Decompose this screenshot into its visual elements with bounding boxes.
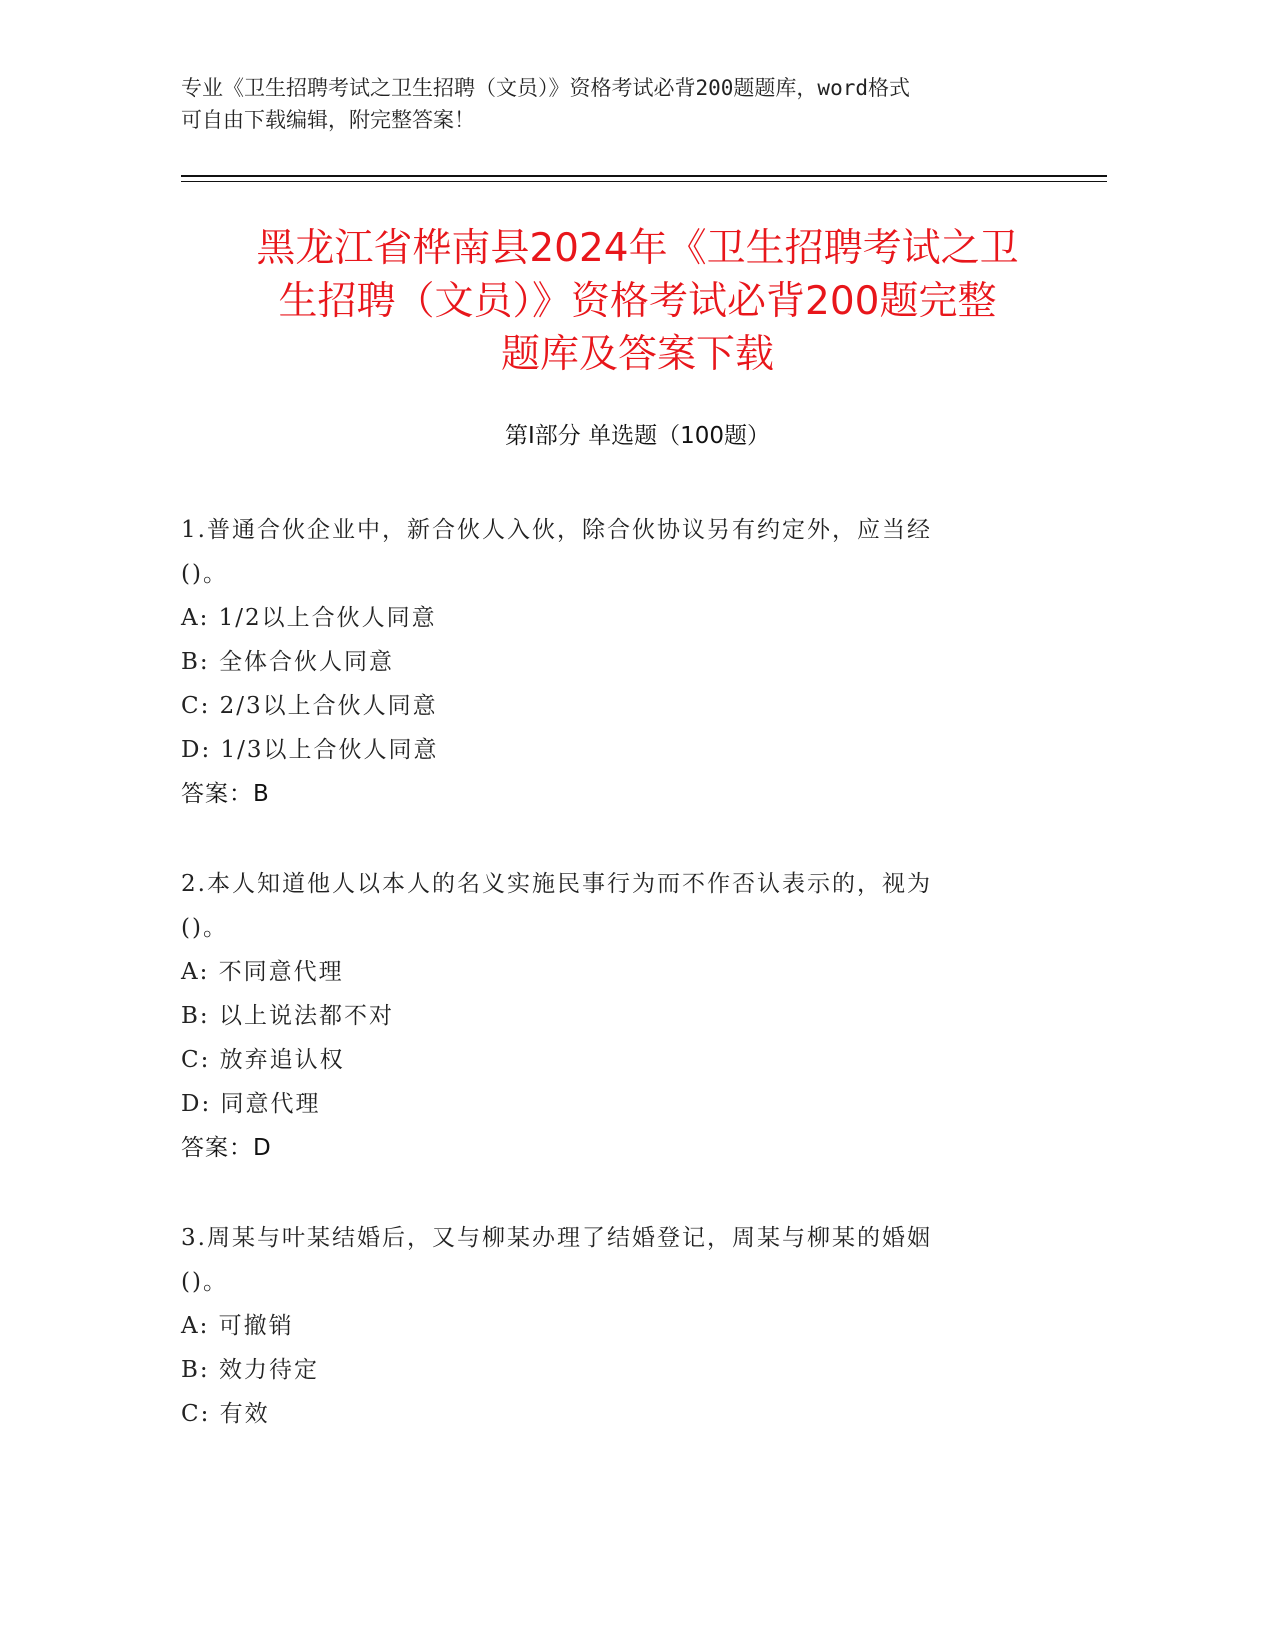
header-note [181,72,1041,136]
option-c: C: 2/3以上合伙人同意 [181,693,438,719]
title-line: 黑龙江省桦南县2024年《卫生招聘考试之卫 [256,226,1019,271]
option-a: A: 不同意代理 [181,959,344,985]
question-stem-continued: ()。 [181,1269,228,1295]
title-line: 生招聘（文员）》资格考试必背200题完整 [278,279,997,324]
answer: 答案：D [181,1135,272,1161]
question-2 [181,862,1081,1170]
option-d: D: 同意代理 [181,1091,321,1117]
option-c: C: 放弃追认权 [181,1047,345,1073]
question-list [181,508,1081,1482]
question-stem: 3.周某与叶某结婚后，又与柳某办理了结婚登记，周某与柳某的婚姻 [181,1225,932,1251]
answer: 答案：B [181,781,270,807]
title-line: 题库及答案下载 [500,332,774,377]
section-heading: 第Ⅰ部分 单选题（100题） [505,423,770,449]
question-stem: 1.普通合伙企业中，新合伙人入伙，除合伙协议另有约定外，应当经 [181,517,932,543]
document-title [160,222,1115,381]
question-1 [181,508,1081,816]
option-b: B: 以上说法都不对 [181,1003,394,1029]
question-3 [181,1216,1081,1436]
option-b: B: 效力待定 [181,1357,319,1383]
header-note-line: 专业《卫生招聘考试之卫生招聘（文员）》资格考试必背200题题库，word格式 [181,76,910,100]
header-note-line: 可自由下载编辑，附完整答案！ [181,108,475,132]
option-c: C: 有效 [181,1401,270,1427]
option-a: A: 1/2以上合伙人同意 [181,605,437,631]
header-divider-thin [181,181,1107,182]
option-d: D: 1/3以上合伙人同意 [181,737,439,763]
option-a: A: 可撤销 [181,1313,294,1339]
question-stem-continued: ()。 [181,915,228,941]
question-stem: 2.本人知道他人以本人的名义实施民事行为而不作否认表示的，视为 [181,871,932,897]
header-divider-thick [181,175,1107,177]
question-stem-continued: ()。 [181,561,228,587]
option-b: B: 全体合伙人同意 [181,649,394,675]
